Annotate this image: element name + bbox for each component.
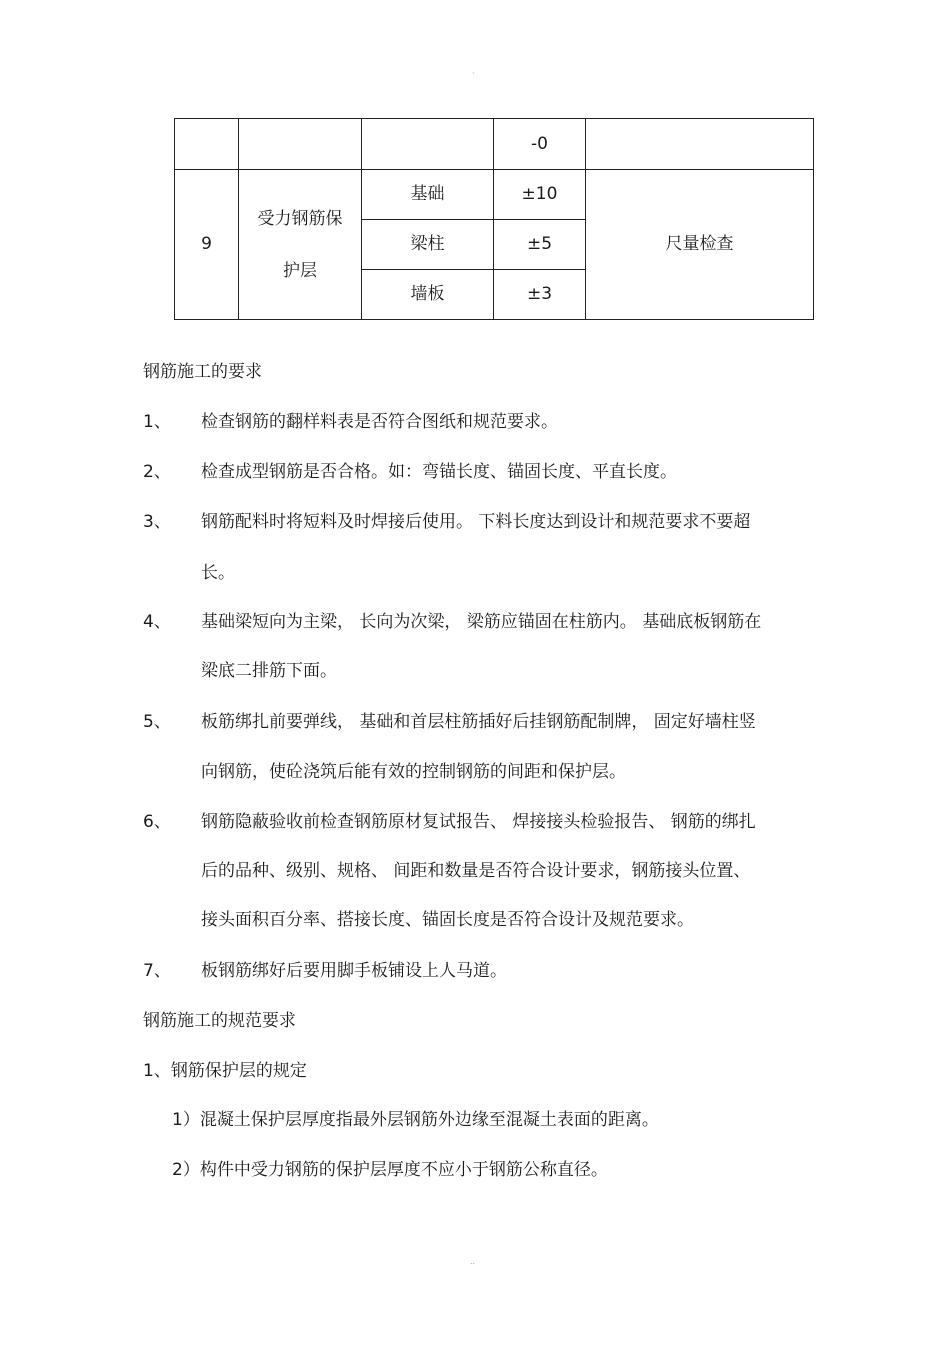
page-mark-top: · <box>472 69 475 78</box>
list-item-text: 检查钢筋的翻样料表是否符合图纸和规范要求。 <box>201 412 558 432</box>
list-item-text: 检查成型钢筋是否合格。如：弯锚长度、锚固长度、平直长度。 <box>201 462 677 482</box>
list-item-text: 基础梁短向为主梁， 长向为次梁， 梁筋应锚固在柱筋内。 基础底板钢筋在 <box>201 612 762 632</box>
list-item-text: 梁底二排筋下面。 <box>201 661 337 681</box>
list-item-number: 4、 <box>143 612 171 632</box>
section-title: 钢筋施工的要求 <box>143 362 262 382</box>
table-cell <box>586 119 814 170</box>
table-row <box>175 170 814 220</box>
rule-point: 2）构件中受力钢筋的保护层厚度不应小于钢筋公称直径。 <box>172 1160 608 1180</box>
tolerance-cell: ±3 <box>494 270 586 320</box>
table-cell <box>362 119 494 170</box>
list-item-number: 3、 <box>143 512 171 532</box>
table-cell <box>239 119 362 170</box>
item-name-line: 受力钢筋保 <box>257 208 343 229</box>
item-name-line: 护层 <box>283 260 317 281</box>
method-cell: 尺量检查 <box>586 170 814 320</box>
tolerance-cell: ±10 <box>494 170 586 220</box>
list-item-text: 后的品种、级别、规格、 间距和数量是否符合设计要求，钢筋接头位置、 <box>201 861 751 881</box>
page-mark-bottom: .. <box>470 1257 476 1266</box>
list-item-text: 向钢筋，使砼浇筑后能有效的控制钢筋的间距和保护层。 <box>201 762 626 782</box>
list-item-text: 接头面积百分率、搭接长度、锚固长度是否符合设计及规范要求。 <box>201 910 694 930</box>
sub-item-cell: 基础 <box>362 170 494 220</box>
list-item-text: 钢筋隐蔽验收前检查钢筋原材复试报告、 焊接接头检验报告、 钢筋的绑扎 <box>201 812 756 832</box>
list-item-number: 5、 <box>143 712 171 732</box>
item-name-cell <box>239 170 362 320</box>
list-item-text: 板筋绑扎前要弹线， 基础和首层柱筋插好后挂钢筋配制牌， 固定好墙柱竖 <box>201 712 756 732</box>
section-subtitle: 1、钢筋保护层的规定 <box>143 1061 307 1081</box>
list-item-text: 长。 <box>201 563 235 583</box>
table-cell <box>175 119 239 170</box>
section-title: 钢筋施工的规范要求 <box>143 1011 296 1031</box>
rule-point: 1）混凝土保护层厚度指最外层钢筋外边缘至混凝土表面的距离。 <box>172 1110 659 1130</box>
list-item-number: 1、 <box>143 412 171 432</box>
tolerance-cell: -0 <box>494 119 586 170</box>
list-item-text: 钢筋配料时将短料及时焊接后使用。 下料长度达到设计和规范要求不要超 <box>201 512 751 532</box>
table-row <box>175 119 814 170</box>
list-item-number: 6、 <box>143 812 171 832</box>
row-number-cell: 9 <box>175 170 239 320</box>
sub-item-cell: 墙板 <box>362 270 494 320</box>
sub-item-cell: 梁柱 <box>362 220 494 270</box>
inspection-table <box>174 118 814 320</box>
list-item-text: 板钢筋绑好后要用脚手板铺设上人马道。 <box>201 961 507 981</box>
list-item-number: 7、 <box>143 961 171 981</box>
tolerance-cell: ±5 <box>494 220 586 270</box>
list-item-number: 2、 <box>143 462 171 482</box>
